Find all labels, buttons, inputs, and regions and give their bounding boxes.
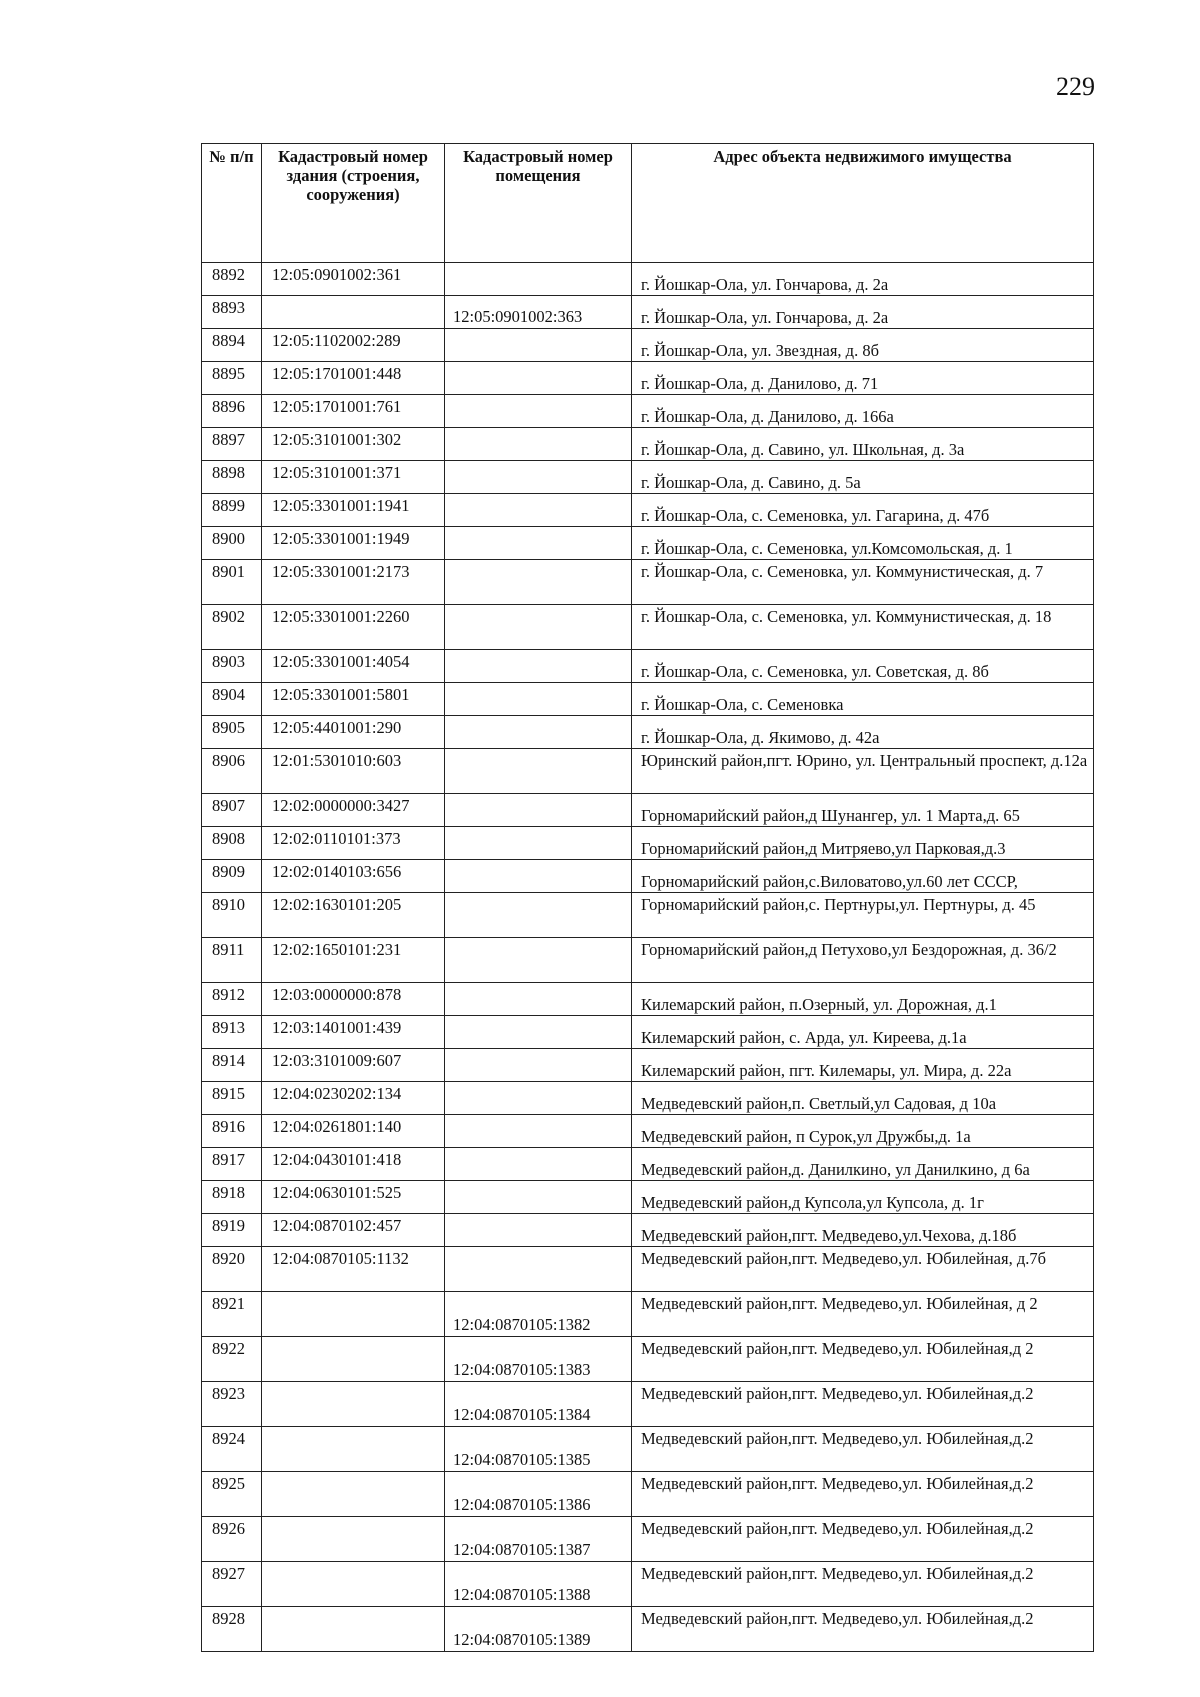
table-row (202, 395, 1094, 428)
building-cadastral-cell (262, 1382, 445, 1427)
table-row (202, 560, 1094, 605)
row-number-cell: 8898 (202, 461, 262, 494)
row-number-cell: 8919 (202, 1214, 262, 1247)
address-cell: Медведевский район,пгт. Медведево,ул. Юбилейная,д.2 (632, 1562, 1094, 1607)
room-cadastral-cell (445, 1214, 632, 1247)
room-cadastral-cell: 12:04:0870105:1386 (445, 1472, 632, 1517)
row-number-cell: 8900 (202, 527, 262, 560)
building-cadastral-cell (262, 1427, 445, 1472)
address-cell: Горномарийский район,с.Виловатово,ул.60 лет СССР, (632, 860, 1094, 893)
building-cadastral-cell: 12:04:0630101:525 (262, 1181, 445, 1214)
room-cadastral-cell (445, 1148, 632, 1181)
table-row (202, 1247, 1094, 1292)
row-number-cell: 8901 (202, 560, 262, 605)
room-cadastral-cell (445, 683, 632, 716)
table-row (202, 1016, 1094, 1049)
room-cadastral-cell: 12:04:0870105:1389 (445, 1607, 632, 1652)
table-row (202, 461, 1094, 494)
room-cadastral-cell (445, 1247, 632, 1292)
building-cadastral-cell: 12:03:0000000:878 (262, 983, 445, 1016)
building-cadastral-cell: 12:04:0230202:134 (262, 1082, 445, 1115)
row-number-cell: 8912 (202, 983, 262, 1016)
table-row (202, 794, 1094, 827)
row-number-cell: 8918 (202, 1181, 262, 1214)
room-cadastral-cell (445, 1082, 632, 1115)
row-number-cell: 8913 (202, 1016, 262, 1049)
address-cell: г. Йошкар-Ола, ул. Гончарова, д. 2а (632, 296, 1094, 329)
address-cell: г. Йошкар-Ола, д. Савино, ул. Школьная, д. 3а (632, 428, 1094, 461)
address-cell: г. Йошкар-Ола, с. Семеновка, ул. Коммунистическая, д. 7 (632, 560, 1094, 605)
row-number-cell: 8917 (202, 1148, 262, 1181)
building-cadastral-cell: 12:02:1650101:231 (262, 938, 445, 983)
room-cadastral-cell (445, 1049, 632, 1082)
room-cadastral-cell (445, 1181, 632, 1214)
building-cadastral-cell: 12:02:1630101:205 (262, 893, 445, 938)
room-cadastral-cell (445, 650, 632, 683)
address-cell: Килемарский район, пгт. Килемары, ул. Мира, д. 22а (632, 1049, 1094, 1082)
header-row (202, 144, 1094, 263)
address-cell: Горномарийский район,с. Пертнуры,ул. Пертнуры, д. 45 (632, 893, 1094, 938)
room-cadastral-cell (445, 395, 632, 428)
address-cell: Горномарийский район,д Петухово,ул Бездорожная, д. 36/2 (632, 938, 1094, 983)
row-number-cell: 8920 (202, 1247, 262, 1292)
building-cadastral-cell: 12:05:3301001:1949 (262, 527, 445, 560)
address-cell: Медведевский район,пгт. Медведево,ул.Чехова, д.18б (632, 1214, 1094, 1247)
address-cell: г. Йошкар-Ола, ул. Звездная, д. 8б (632, 329, 1094, 362)
address-cell: Медведевский район,пгт. Медведево,ул. Юбилейная,д.2 (632, 1517, 1094, 1562)
building-cadastral-cell (262, 1607, 445, 1652)
room-cadastral-cell: 12:04:0870105:1388 (445, 1562, 632, 1607)
address-cell: Медведевский район,пгт. Медведево,ул. Юбилейная,д.2 (632, 1607, 1094, 1652)
table-row (202, 983, 1094, 1016)
room-cadastral-cell (445, 938, 632, 983)
table-row (202, 527, 1094, 560)
row-number-cell: 8902 (202, 605, 262, 650)
room-cadastral-cell: 12:04:0870105:1383 (445, 1337, 632, 1382)
building-cadastral-cell: 12:03:3101009:607 (262, 1049, 445, 1082)
room-cadastral-cell (445, 716, 632, 749)
row-number-cell: 8895 (202, 362, 262, 395)
address-cell: Медведевский район,пгт. Медведево,ул. Юбилейная,д.2 (632, 1472, 1094, 1517)
row-number-cell: 8892 (202, 263, 262, 296)
table-row (202, 1337, 1094, 1382)
room-cadastral-cell (445, 893, 632, 938)
address-cell: г. Йошкар-Ола, с. Семеновка, ул.Комсомольская, д. 1 (632, 527, 1094, 560)
building-cadastral-cell: 12:04:0261801:140 (262, 1115, 445, 1148)
row-number-cell: 8925 (202, 1472, 262, 1517)
building-cadastral-cell: 12:04:0870102:457 (262, 1214, 445, 1247)
address-cell: Медведевский район, п Сурок,ул Дружбы,д. 1а (632, 1115, 1094, 1148)
table-row (202, 650, 1094, 683)
table-body (202, 263, 1094, 1652)
row-number-cell: 8927 (202, 1562, 262, 1607)
table-row (202, 1148, 1094, 1181)
row-number-cell: 8923 (202, 1382, 262, 1427)
building-cadastral-cell: 12:05:3301001:4054 (262, 650, 445, 683)
building-cadastral-cell: 12:05:4401001:290 (262, 716, 445, 749)
room-cadastral-cell (445, 1115, 632, 1148)
room-cadastral-cell: 12:04:0870105:1384 (445, 1382, 632, 1427)
header-number: № п/п (202, 144, 262, 263)
row-number-cell: 8909 (202, 860, 262, 893)
room-cadastral-cell (445, 749, 632, 794)
address-cell: Медведевский район,д Купсола,ул Купсола, д. 1г (632, 1181, 1094, 1214)
building-cadastral-cell: 12:03:1401001:439 (262, 1016, 445, 1049)
row-number-cell: 8899 (202, 494, 262, 527)
table-row (202, 1382, 1094, 1427)
table-row (202, 362, 1094, 395)
room-cadastral-cell (445, 860, 632, 893)
room-cadastral-cell (445, 605, 632, 650)
table-row (202, 494, 1094, 527)
address-cell: Килемарский район, п.Озерный, ул. Дорожная, д.1 (632, 983, 1094, 1016)
row-number-cell: 8922 (202, 1337, 262, 1382)
room-cadastral-cell (445, 983, 632, 1016)
address-cell: Медведевский район,пгт. Медведево,ул. Юбилейная,д 2 (632, 1337, 1094, 1382)
table-row (202, 1082, 1094, 1115)
table-row (202, 1607, 1094, 1652)
table-row (202, 329, 1094, 362)
building-cadastral-cell: 12:05:1102002:289 (262, 329, 445, 362)
table-row (202, 716, 1094, 749)
address-cell: Медведевский район,пгт. Медведево,ул. Юбилейная,д.2 (632, 1427, 1094, 1472)
room-cadastral-cell (445, 494, 632, 527)
page-number: 229 (1056, 72, 1095, 101)
address-cell: Килемарский район, с. Арда, ул. Киреева, д.1а (632, 1016, 1094, 1049)
building-cadastral-cell (262, 1337, 445, 1382)
building-cadastral-cell: 12:01:5301010:603 (262, 749, 445, 794)
table-row (202, 1049, 1094, 1082)
table-row (202, 683, 1094, 716)
address-cell: г. Йошкар-Ола, с. Семеновка (632, 683, 1094, 716)
room-cadastral-cell (445, 827, 632, 860)
address-cell: г. Йошкар-Ола, д. Данилово, д. 166а (632, 395, 1094, 428)
table-row (202, 428, 1094, 461)
address-cell: Медведевский район,пгт. Медведево,ул. Юбилейная, д 2 (632, 1292, 1094, 1337)
building-cadastral-cell (262, 1472, 445, 1517)
row-number-cell: 8906 (202, 749, 262, 794)
address-cell: Горномарийский район,д Митряево,ул Парковая,д.3 (632, 827, 1094, 860)
room-cadastral-cell: 12:04:0870105:1387 (445, 1517, 632, 1562)
building-cadastral-cell: 12:02:0110101:373 (262, 827, 445, 860)
address-cell: Медведевский район,п. Светлый,ул Садовая, д 10а (632, 1082, 1094, 1115)
building-cadastral-cell: 12:05:3301001:1941 (262, 494, 445, 527)
room-cadastral-cell (445, 362, 632, 395)
building-cadastral-cell: 12:05:3301001:5801 (262, 683, 445, 716)
address-cell: г. Йошкар-Ола, д. Савино, д. 5а (632, 461, 1094, 494)
table-row (202, 749, 1094, 794)
room-cadastral-cell (445, 428, 632, 461)
room-cadastral-cell: 12:04:0870105:1385 (445, 1427, 632, 1472)
room-cadastral-cell (445, 527, 632, 560)
address-cell: Горномарийский район,д Шунангер, ул. 1 Марта,д. 65 (632, 794, 1094, 827)
address-cell: г. Йошкар-Ола, с. Семеновка, ул. Коммунистическая, д. 18 (632, 605, 1094, 650)
building-cadastral-cell: 12:05:1701001:448 (262, 362, 445, 395)
building-cadastral-cell (262, 1562, 445, 1607)
row-number-cell: 8897 (202, 428, 262, 461)
header-room-cadastral: Кадастровый номер помещения (445, 144, 632, 263)
row-number-cell: 8915 (202, 1082, 262, 1115)
property-table (201, 143, 1094, 1652)
row-number-cell: 8896 (202, 395, 262, 428)
header-building-cadastral: Кадастровый номер здания (строения, сооружения) (262, 144, 445, 263)
row-number-cell: 8911 (202, 938, 262, 983)
building-cadastral-cell (262, 296, 445, 329)
room-cadastral-cell (445, 263, 632, 296)
address-cell: г. Йошкар-Ола, д. Данилово, д. 71 (632, 362, 1094, 395)
row-number-cell: 8893 (202, 296, 262, 329)
building-cadastral-cell (262, 1292, 445, 1337)
room-cadastral-cell: 12:05:0901002:363 (445, 296, 632, 329)
table-row (202, 1292, 1094, 1337)
row-number-cell: 8914 (202, 1049, 262, 1082)
building-cadastral-cell: 12:05:3301001:2173 (262, 560, 445, 605)
table-row (202, 1562, 1094, 1607)
building-cadastral-cell: 12:05:3101001:302 (262, 428, 445, 461)
row-number-cell: 8907 (202, 794, 262, 827)
row-number-cell: 8908 (202, 827, 262, 860)
address-cell: Медведевский район,пгт. Медведево,ул. Юбилейная, д.7б (632, 1247, 1094, 1292)
table-row (202, 1517, 1094, 1562)
building-cadastral-cell: 12:05:3301001:2260 (262, 605, 445, 650)
header-address: Адрес объекта недвижимого имущества (632, 144, 1094, 263)
room-cadastral-cell: 12:04:0870105:1382 (445, 1292, 632, 1337)
address-cell: г. Йошкар-Ола, с. Семеновка, ул. Советская, д. 8б (632, 650, 1094, 683)
row-number-cell: 8926 (202, 1517, 262, 1562)
room-cadastral-cell (445, 794, 632, 827)
room-cadastral-cell (445, 1016, 632, 1049)
table-row (202, 1115, 1094, 1148)
building-cadastral-cell: 12:05:3101001:371 (262, 461, 445, 494)
table-row (202, 263, 1094, 296)
table-row (202, 860, 1094, 893)
table-row (202, 1181, 1094, 1214)
address-cell: Юринский район,пгт. Юрино, ул. Центральный проспект, д.12а (632, 749, 1094, 794)
building-cadastral-cell (262, 1517, 445, 1562)
row-number-cell: 8904 (202, 683, 262, 716)
building-cadastral-cell: 12:05:1701001:761 (262, 395, 445, 428)
row-number-cell: 8903 (202, 650, 262, 683)
building-cadastral-cell: 12:02:0140103:656 (262, 860, 445, 893)
table-row (202, 1472, 1094, 1517)
table-row (202, 605, 1094, 650)
address-cell: г. Йошкар-Ола, ул. Гончарова, д. 2а (632, 263, 1094, 296)
building-cadastral-cell: 12:04:0430101:418 (262, 1148, 445, 1181)
room-cadastral-cell (445, 560, 632, 605)
table-row (202, 893, 1094, 938)
table-row (202, 827, 1094, 860)
row-number-cell: 8921 (202, 1292, 262, 1337)
room-cadastral-cell (445, 461, 632, 494)
row-number-cell: 8924 (202, 1427, 262, 1472)
room-cadastral-cell (445, 329, 632, 362)
building-cadastral-cell: 12:05:0901002:361 (262, 263, 445, 296)
row-number-cell: 8910 (202, 893, 262, 938)
table-header (202, 144, 1094, 263)
address-cell: г. Йошкар-Ола, д. Якимово, д. 42а (632, 716, 1094, 749)
table-row (202, 938, 1094, 983)
row-number-cell: 8894 (202, 329, 262, 362)
row-number-cell: 8916 (202, 1115, 262, 1148)
building-cadastral-cell: 12:02:0000000:3427 (262, 794, 445, 827)
table-row (202, 1427, 1094, 1472)
table-row (202, 1214, 1094, 1247)
address-cell: Медведевский район,пгт. Медведево,ул. Юбилейная,д.2 (632, 1382, 1094, 1427)
row-number-cell: 8928 (202, 1607, 262, 1652)
building-cadastral-cell: 12:04:0870105:1132 (262, 1247, 445, 1292)
table-row (202, 296, 1094, 329)
address-cell: Медведевский район,д. Данилкино, ул Данилкино, д 6а (632, 1148, 1094, 1181)
address-cell: г. Йошкар-Ола, с. Семеновка, ул. Гагарина, д. 47б (632, 494, 1094, 527)
row-number-cell: 8905 (202, 716, 262, 749)
